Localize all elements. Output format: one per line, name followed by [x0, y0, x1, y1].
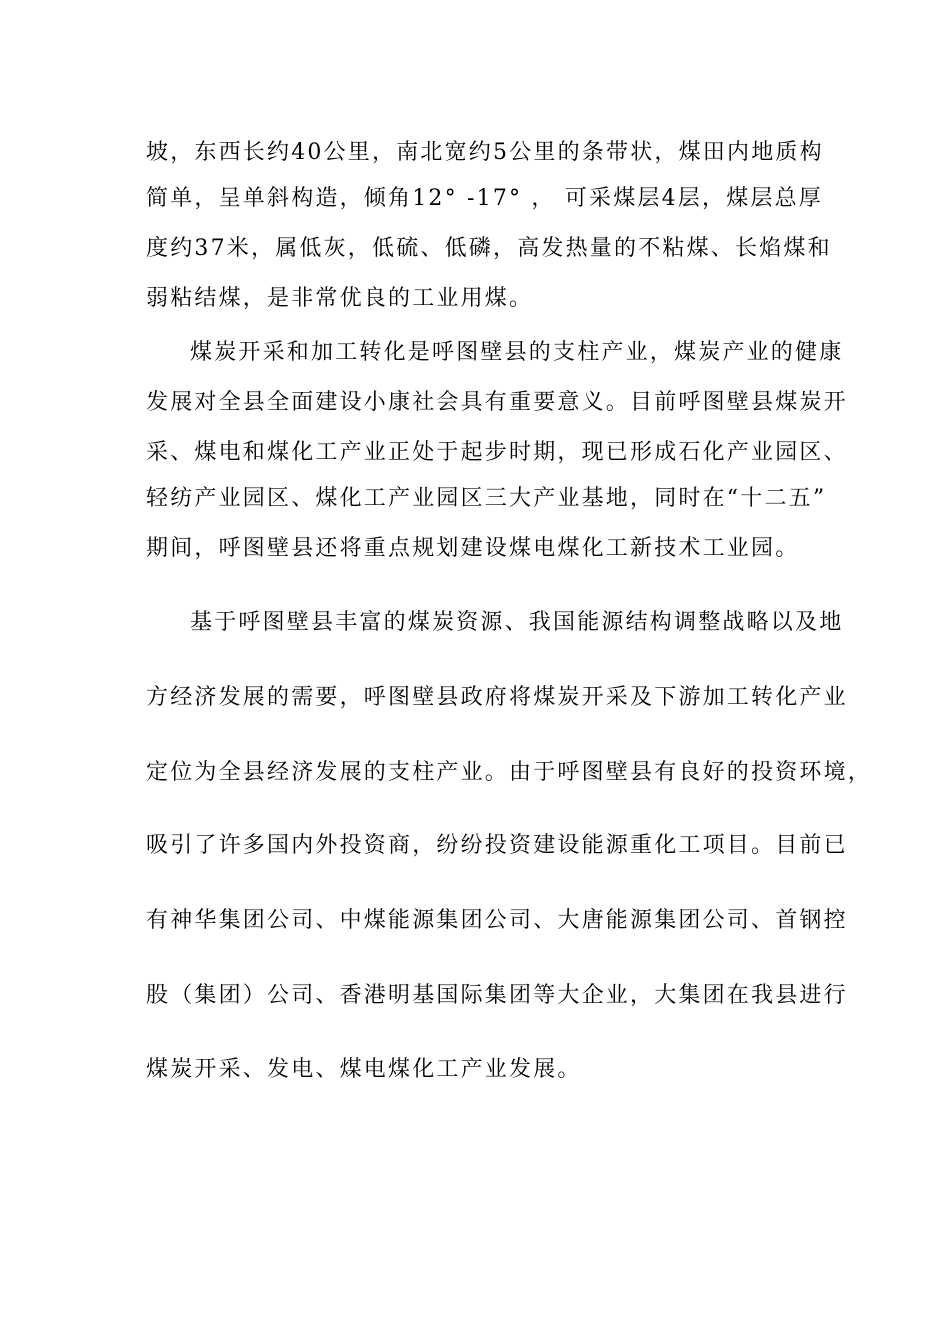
- paragraph-1-line-2: 简单，呈单斜构造，倾角12° -17° ， 可采煤层4层，煤层总厚: [146, 186, 824, 211]
- paragraph-2-line-1: 煤炭开采和加工转化是呼图壁县的支柱产业，煤炭产业的健康: [190, 340, 844, 365]
- paragraph-3-line-7: 煤炭开采、发电、煤电煤化工产业发展。: [146, 1057, 582, 1082]
- paragraph-3-line-5: 有神华集团公司、中煤能源集团公司、大唐能源集团公司、首钢控: [146, 908, 848, 933]
- paragraph-1-line-3: 度约37米，属低灰，低硫、低磷，高发热量的不粘煤、长焰煤和: [146, 236, 832, 261]
- paragraph-3-line-3: 定位为全县经济发展的支柱产业。由于呼图壁县有良好的投资环境，: [146, 760, 873, 785]
- paragraph-1-line-1: 坡，东西长约40公里，南北宽约5公里的条带状，煤田内地质构: [146, 140, 824, 165]
- paragraph-2-line-5: 期间，呼图壁县还将重点规划建设煤电煤化工新技术工业园。: [146, 536, 800, 561]
- paragraph-3-line-6: 股（集团）公司、香港明基国际集团等大企业，大集团在我县进行: [146, 983, 848, 1008]
- paragraph-2-line-4: 轻纺产业园区、煤化工产业园区三大产业基地，同时在“十二五”: [146, 486, 827, 511]
- paragraph-1-line-4: 弱粘结煤，是非常优良的工业用煤。: [146, 286, 534, 311]
- paragraph-3-line-2: 方经济发展的需要，呼图壁县政府将煤炭开采及下游加工转化产业: [146, 685, 848, 710]
- paragraph-2-line-3: 采、煤电和煤化工产业正处于起步时期，现已形成石化产业园区、: [146, 440, 848, 465]
- paragraph-2-line-2: 发展对全县全面建设小康社会具有重要意义。目前呼图壁县煤炭开: [146, 390, 848, 415]
- paragraph-3-line-4: 吸引了许多国内外投资商，纷纷投资建设能源重化工项目。目前已: [146, 833, 848, 858]
- paragraph-3-line-1: 基于呼图壁县丰富的煤炭资源、我国能源结构调整战略以及地: [190, 610, 844, 635]
